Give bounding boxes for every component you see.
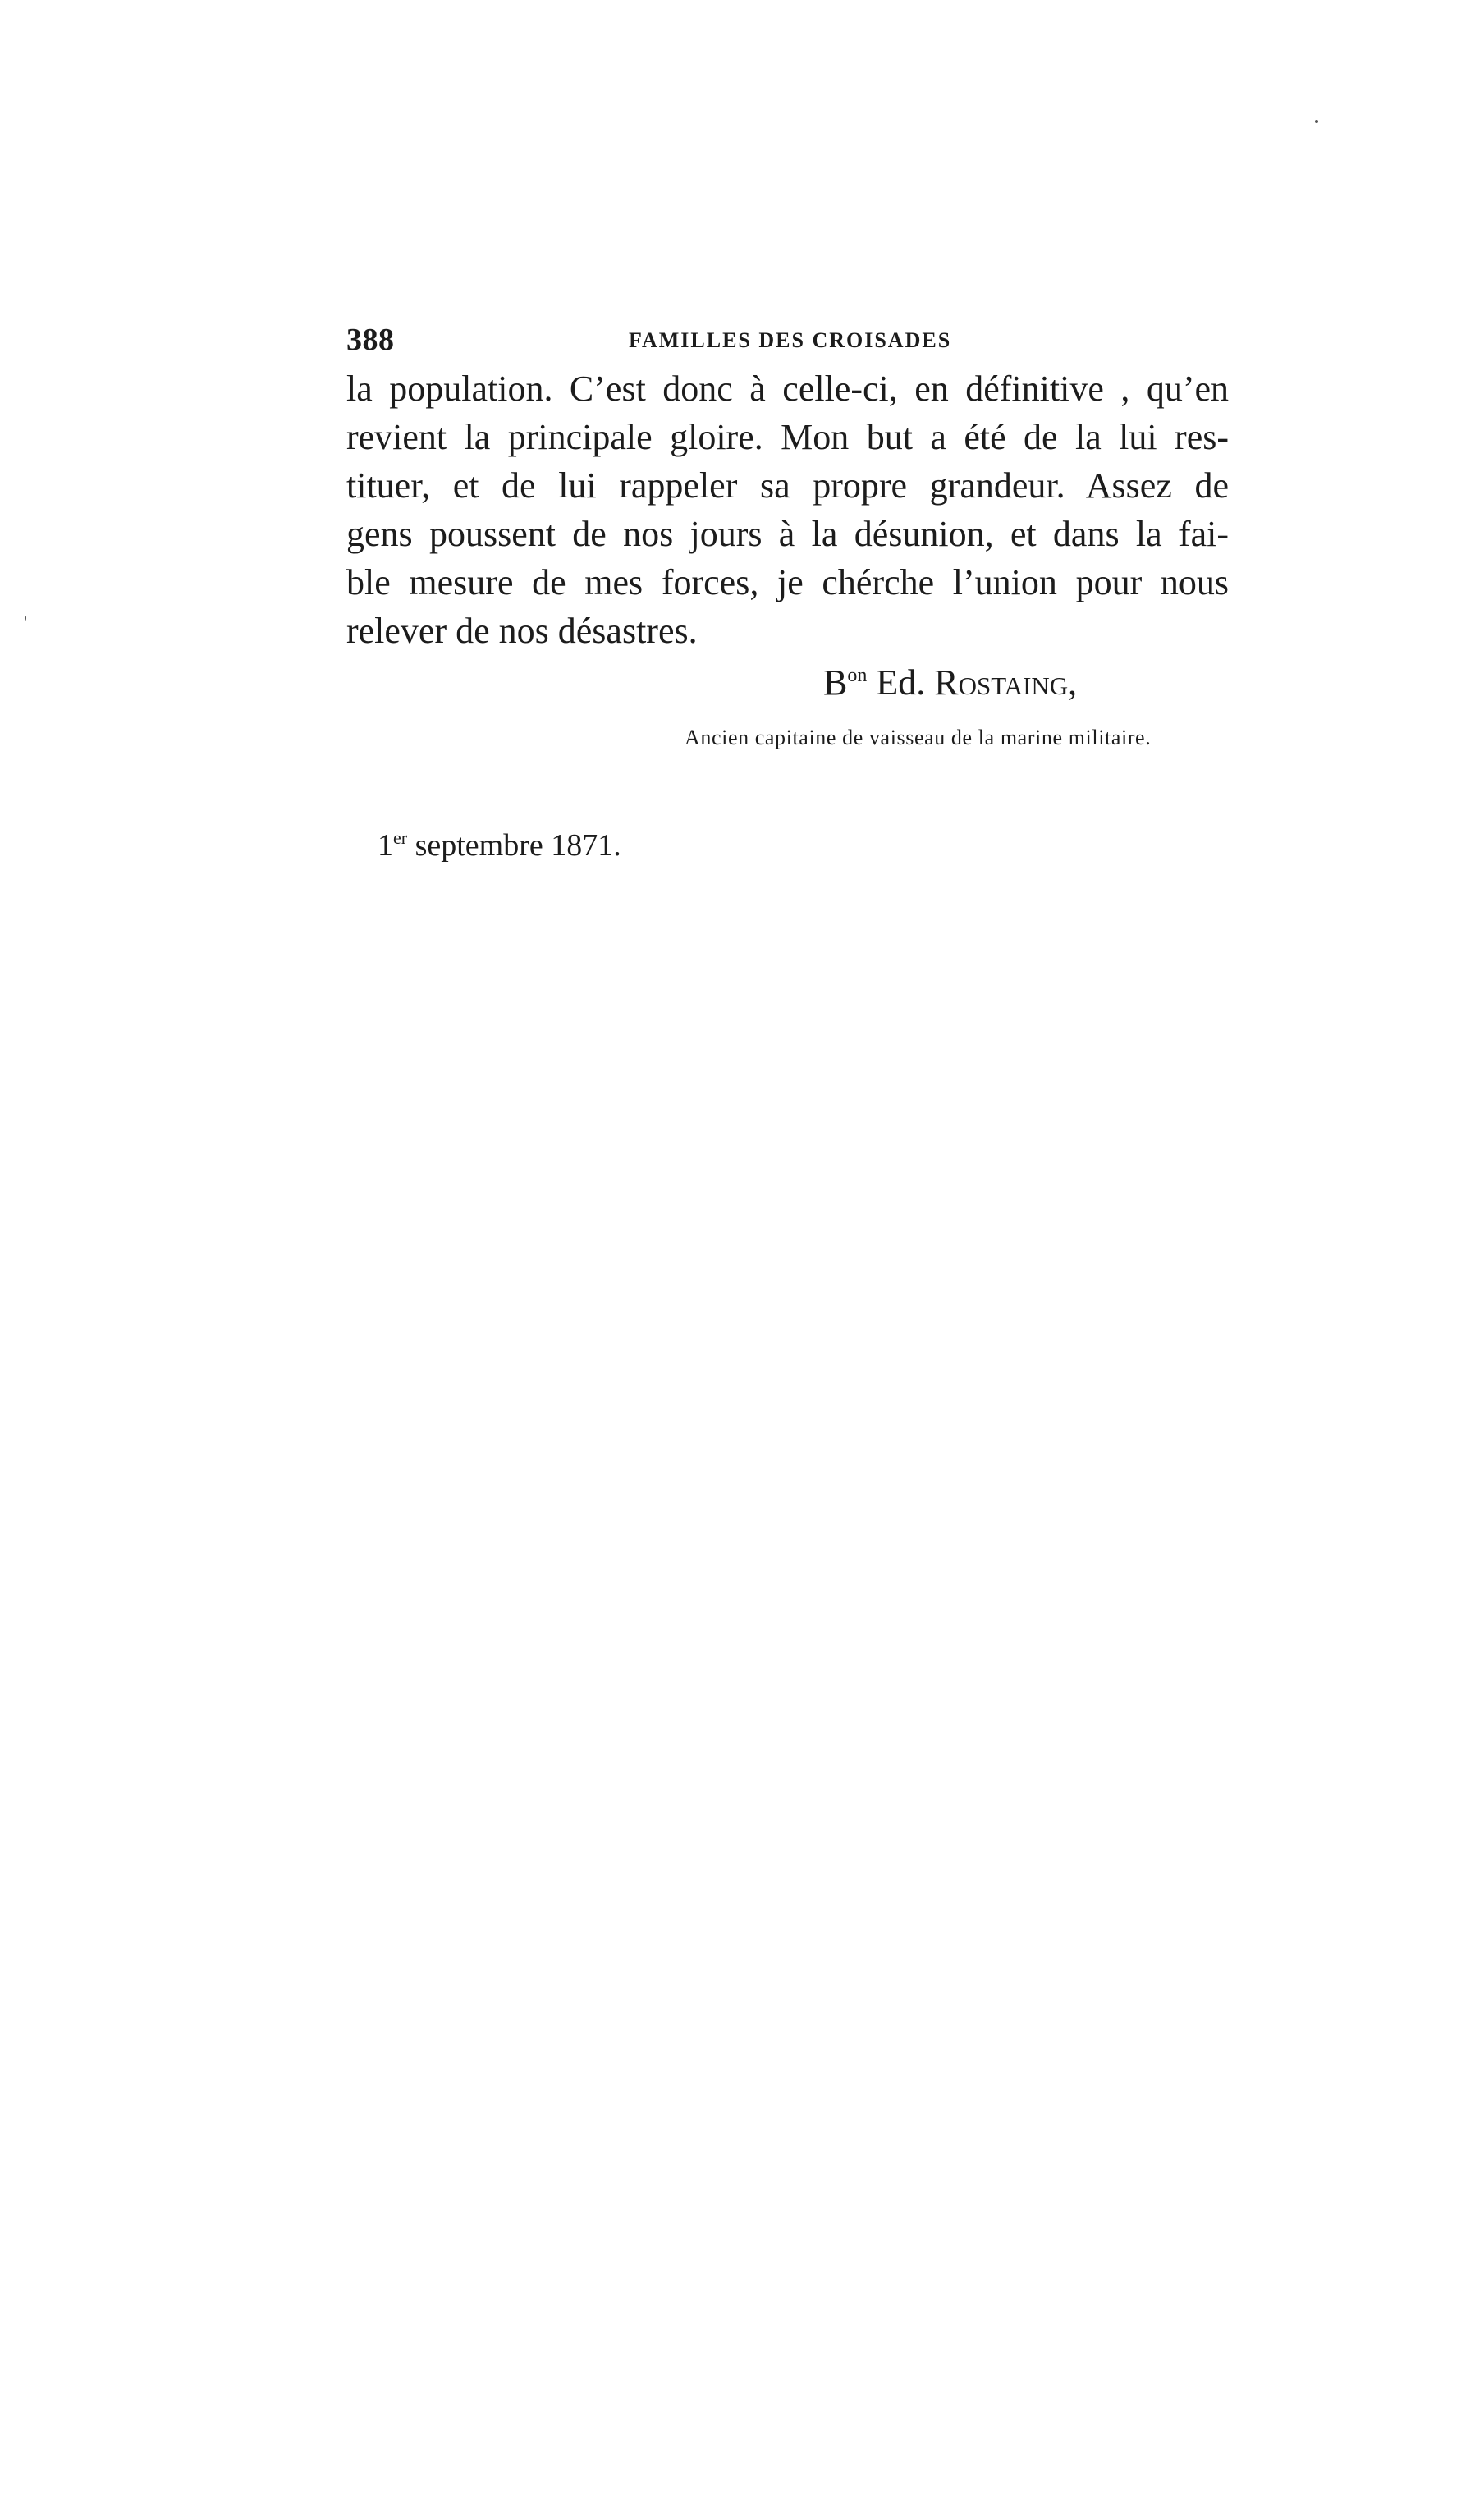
signature-prefix-superscript: on [847, 665, 868, 686]
date-day-superscript: er [393, 827, 408, 848]
running-title: FAMILLES DES CROISADES [629, 328, 952, 352]
text-line: ble mesure de mes forces, je chérche l’union pour nous [346, 562, 1229, 602]
signature [823, 662, 1077, 703]
date-line [378, 827, 621, 863]
signature-prefix: B [823, 662, 848, 703]
date-day: 1 [378, 828, 393, 863]
page-number: 388 [346, 323, 395, 357]
date-rest: septembre 1871. [407, 828, 621, 863]
paper-speck [1315, 120, 1318, 123]
text-line: relever de nos désastres. [346, 611, 698, 651]
text-line: la population. C’est donc à celle-ci, en définitive , qu’en [346, 369, 1229, 409]
running-head [346, 322, 1233, 363]
signature-first-name: Ed. [867, 662, 935, 703]
signature-surname: Rostaing, [934, 662, 1078, 703]
paper-speck [25, 616, 26, 621]
body-paragraph [346, 364, 1229, 655]
signature-title: Ancien capitaine de vaisseau de la marine militaire. [685, 726, 1152, 749]
text-line: gens poussent de nos jours à la désunion, et dans la fai- [346, 514, 1229, 554]
text-line: revient la principale gloire. Mon but a été de la lui res- [346, 417, 1229, 457]
text-line: tituer, et de lui rappeler sa propre grandeur. Assez de [346, 465, 1229, 506]
